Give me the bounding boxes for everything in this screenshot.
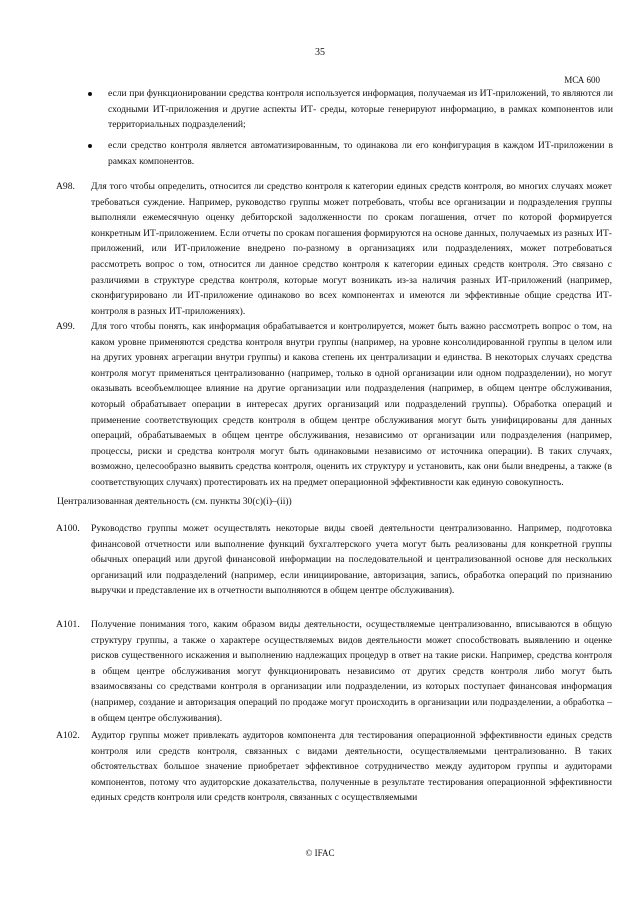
page-number: 35 bbox=[315, 47, 325, 58]
paragraph-number: A100. bbox=[56, 523, 80, 534]
bullet-text: если при функционировании средства контроля используется информация, получаемая из ИТ-приложений, то являются ли сходными ИТ-приложения и другие аспекты ИТ- среды, которые генерируют информацию, в рамках компонентов или территориальных подразделений; bbox=[108, 88, 613, 131]
paragraph-a99 bbox=[56, 319, 612, 491]
bullet-item bbox=[78, 86, 613, 133]
paragraph-a101 bbox=[56, 617, 612, 726]
standard-label: МСА 600 bbox=[564, 75, 600, 85]
paragraph-a102 bbox=[56, 728, 612, 806]
paragraph-text: Получение понимания того, каким образом виды деятельности, осуществляемые централизованно, вписываются в общую структуру группы, а также о характере осуществляемых видов деятельности может способствовать выявлению и оценке рисков существенного искажения и выполнению надлежащих процедур в ответ на такие риски. Например, средства контроля в общем центре обслуживания могут функционировать независимо от других средств контроля либо могут быть взаимосвязаны со средствами контроля в организации или подразделении, из которых поступает финансовая информация (например, создание и авторизация операций по продаже могут происходить в организации или подразделении, а обработка – в общем центре обслуживания). bbox=[91, 619, 612, 724]
paragraph-number: A98. bbox=[56, 181, 75, 192]
paragraph-number: A102. bbox=[56, 730, 80, 741]
paragraph-number: A99. bbox=[56, 321, 75, 332]
bullet-dot-icon bbox=[88, 144, 92, 148]
section-heading: Централизованная деятельность (см. пункты 30(с)(i)–(ii)) bbox=[57, 496, 292, 507]
footer-copyright: © IFAC bbox=[305, 848, 335, 858]
paragraph-text: Для того чтобы определить, относится ли средство контроля к категории единых средств контроля, во многих случаях может требоваться суждение. Например, руководство группы может потребовать, чтобы все организации и подразделения группы выполняли ежемесячную оценку дебиторской задолженности по срокам погашения, отчет по которой формируется конкретным ИТ-приложением. Если отчеты по срокам погашения формируются на основе данных, получаемых из разных ИТ-приложений, или ИТ-приложение внедрено по-разному в организациях или подразделениях, может потребоваться рассмотреть вопрос о том, относится ли данное средство контроля к категории единых средств контроля. Это связано с различиями в структуре средства контроля, которые могут возникать из-за наличия разных ИТ-приложений (например, сконфигурировано ли ИТ-приложение одинаково во всех компонентах и имеются ли эффективные общие средства ИТ-контроля в разных ИТ-приложениях). bbox=[91, 181, 612, 317]
bullet-dot-icon bbox=[88, 92, 92, 96]
paragraph-text: Для того чтобы понять, как информация обрабатывается и контролируется, может быть важно рассмотреть вопрос о том, на каком уровне применяются средства контроля внутри группы (например, на уровне консолидированной группы в целом или на других уровнях агрегации внутри группы) и какова степень их централизации и единства. В некоторых случаях средства контроля могут применяться централизованно (например, только в одной организации или одном подразделении), но могут оказывать всеобъемлющее влияние на другие организации или подразделения (например, в общем центре обслуживания, который обрабатывает операции в интересах других организаций или подразделений группы). Обработка операций и применение соответствующих средств контроля в общем центре обслуживания могут быть унифицированы для данных операций, обрабатываемых в общем центре обслуживания, независимо от организации или подразделения (например, процессы, риски и средства контроля могут быть одинаковыми независимо от источника операции). В таких случаях, возможно, целесообразно выявить средства контроля, оценить их структуру и установить, как они были внедрены, а также (в соответствующих случаях) протестировать их на предмет операционной эффективности как единую совокупность. bbox=[91, 321, 612, 488]
paragraph-text: Руководство группы может осуществлять некоторые виды своей деятельности централизованно. Например, подготовка финансовой отчетности или выполнение функций бухгалтерского учета могут быть реализованы для конкретной группы обычных операций или другой финансовой информации на последовательной и централизованной основе для нескольких организаций или подразделений (например, если инициирование, авторизация, запись, обработка операций по признанию выручки и представление их в отчетности выполняются в общем центре обслуживания). bbox=[91, 523, 612, 597]
paragraph-text: Аудитор группы может привлекать аудиторов компонента для тестирования операционной эффективности единых средств контроля или средств контроля, связанных с видами деятельности, осуществляемыми централизованно. В таких обстоятельствах большое значение приобретает эффективное сотрудничество между аудитором группы и аудиторами компонентов, потому что аудиторские доказательства, полученные в результате тестирования операционной эффективности единых средств контроля или средств контроля, связанных с осуществляемыми bbox=[91, 730, 612, 804]
paragraph-a98 bbox=[56, 179, 612, 319]
paragraph-number: A101. bbox=[56, 619, 80, 630]
paragraph-a100 bbox=[56, 521, 612, 599]
bullet-text: если средство контроля является автоматизированным, то одинакова ли его конфигурация в каждом ИТ-приложении в рамках компонентов. bbox=[108, 140, 613, 167]
bullet-item bbox=[78, 138, 613, 169]
